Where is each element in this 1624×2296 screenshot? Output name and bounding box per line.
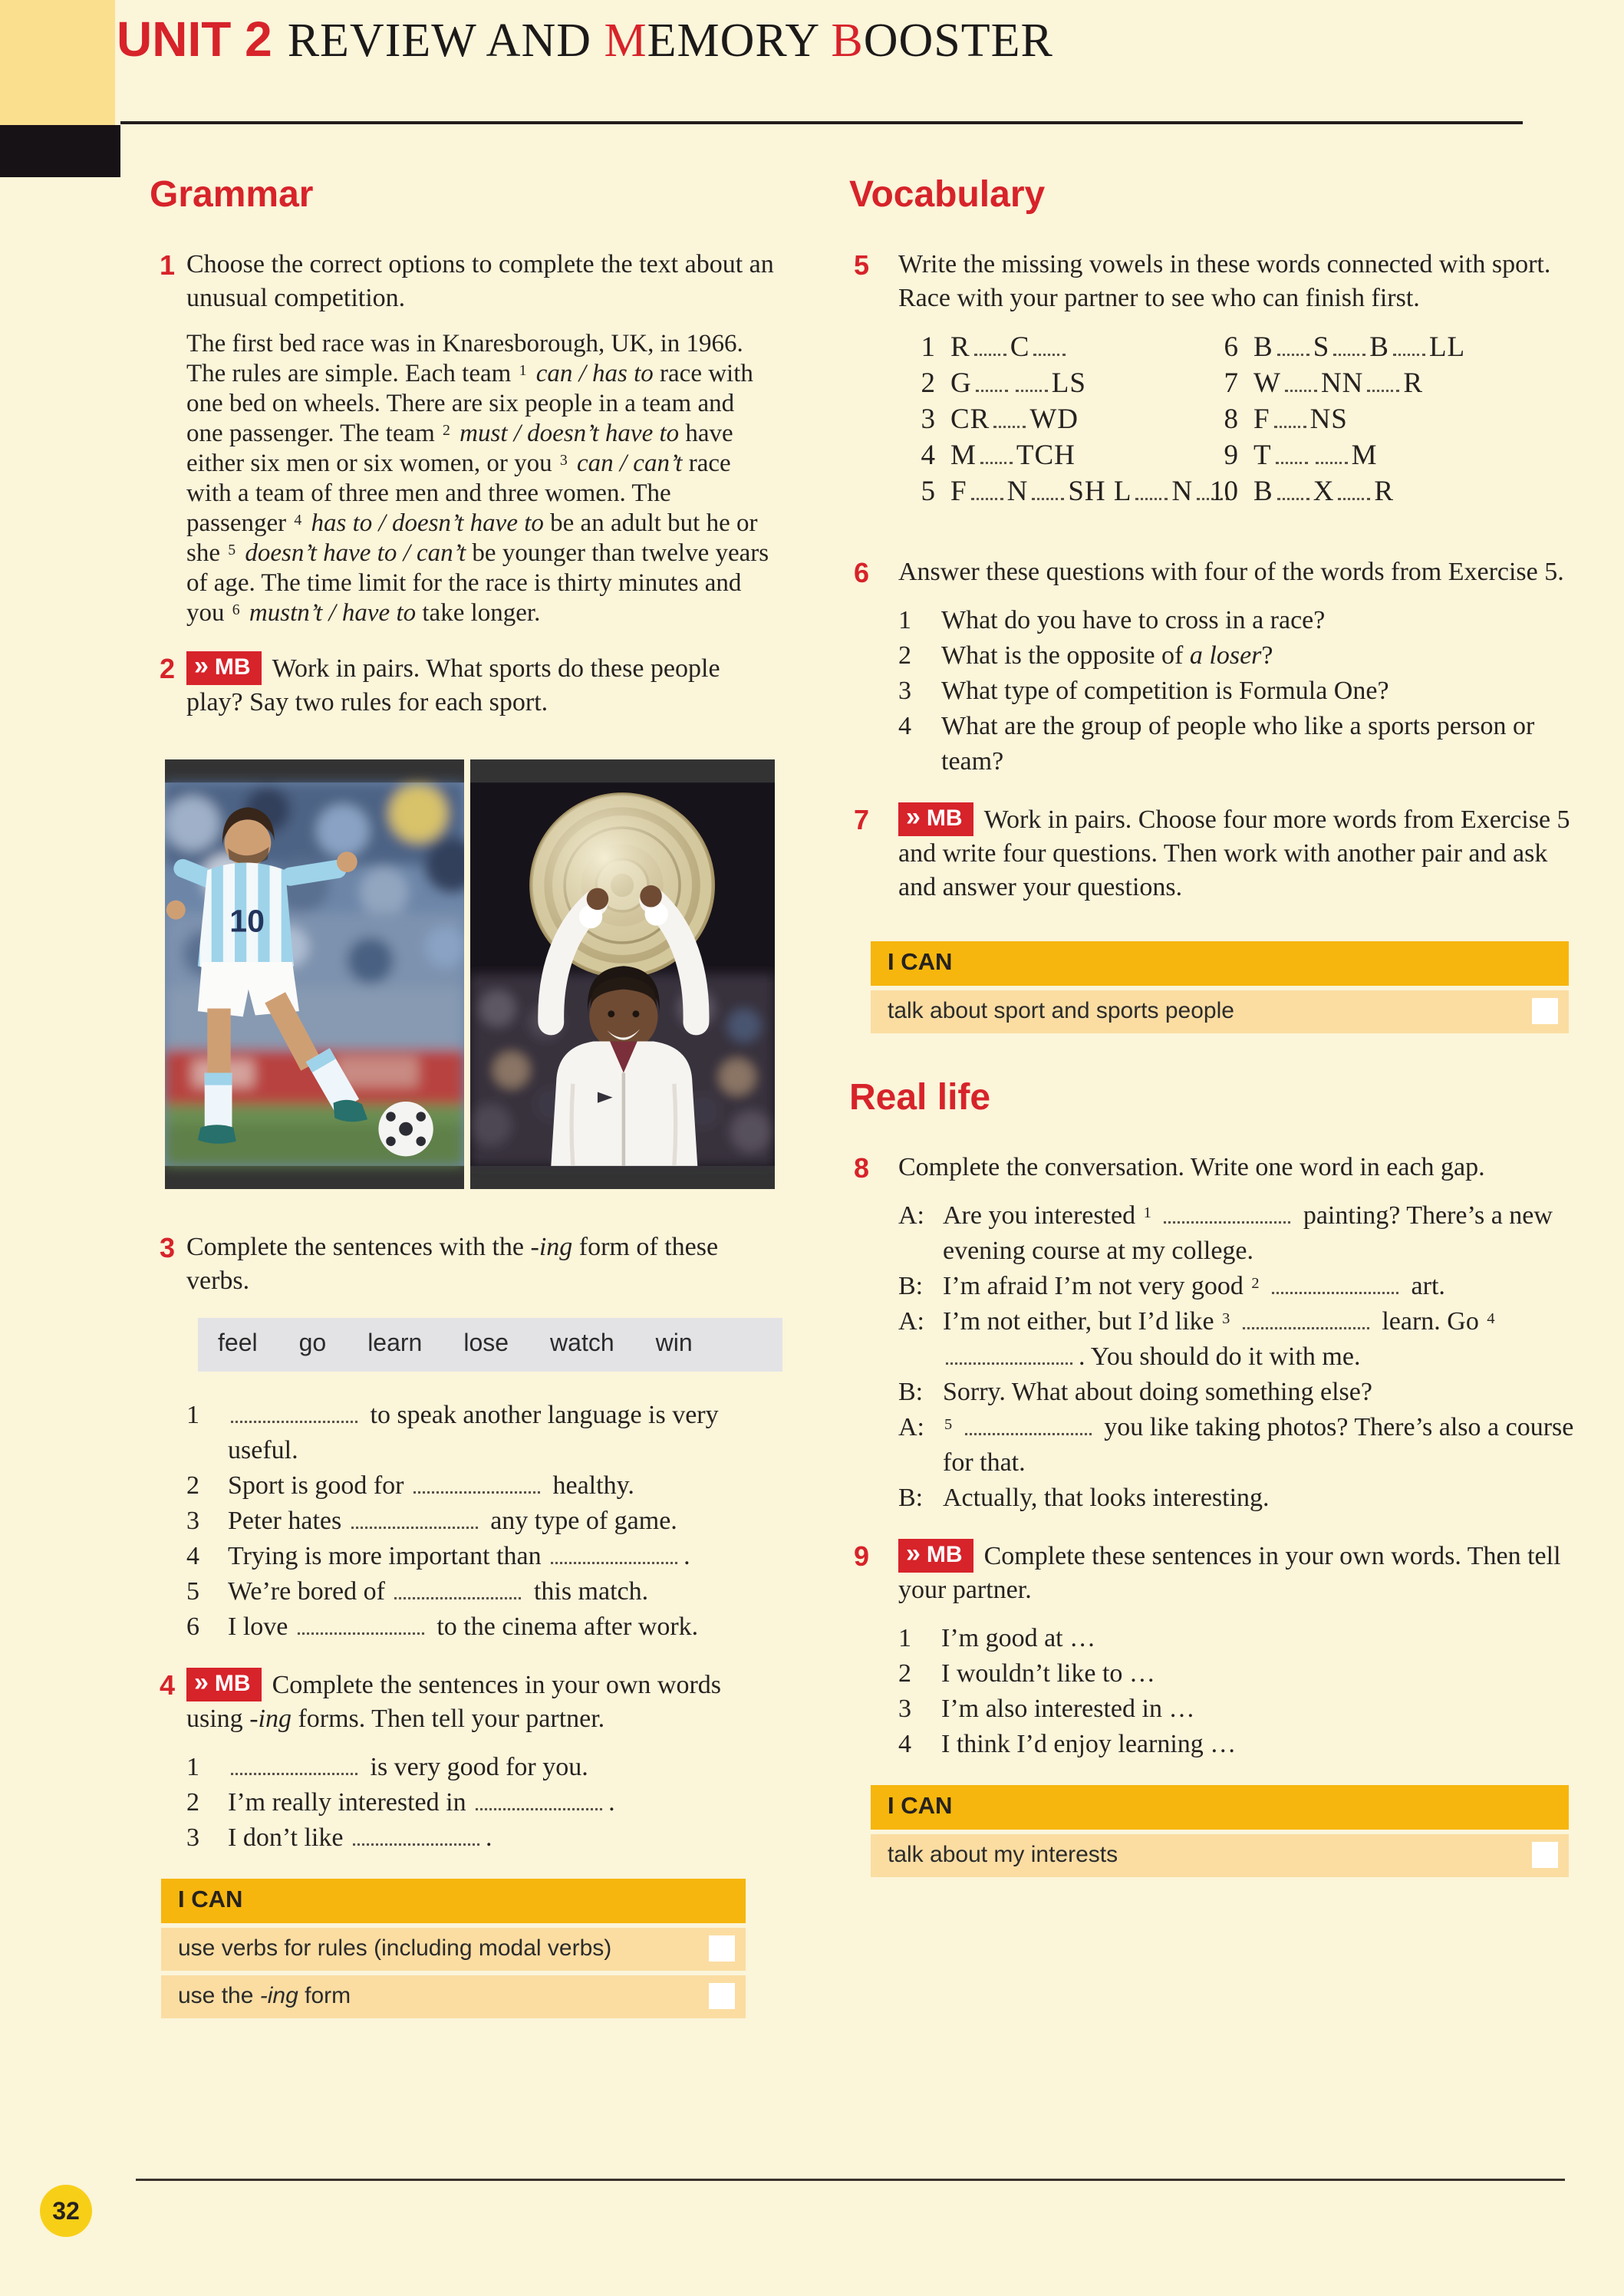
exercise-2 xyxy=(150,651,775,733)
exercise-9-items xyxy=(898,1621,1574,1762)
exercise-1 xyxy=(150,248,775,628)
memory-booster-badge: » MB xyxy=(186,651,262,685)
vocabulary-section xyxy=(849,173,1574,1877)
vowel-gap[interactable] xyxy=(980,442,1013,464)
vowel-gap[interactable] xyxy=(1274,406,1306,428)
list-item: 3 I don’t like . xyxy=(186,1820,775,1856)
answer-blank[interactable] xyxy=(353,1820,479,1846)
list-item: 2 Sport is good for healthy. xyxy=(186,1468,782,1504)
vowel-word-row: 10 B X R xyxy=(1210,476,1395,507)
grammar-section xyxy=(150,173,775,2018)
ican-checkbox[interactable] xyxy=(1532,998,1558,1024)
answer-blank[interactable] xyxy=(1272,1269,1398,1294)
vowel-gap[interactable] xyxy=(974,334,1006,356)
exercise-7 xyxy=(849,802,1574,918)
ican-box-grammar xyxy=(161,1879,746,2018)
double-chevron-icon xyxy=(906,1539,921,1568)
vowel-word-row: 1 R C xyxy=(898,329,1201,365)
exercise-9-instruction: » MB Complete these sentences in your own words. Then tell your partner. xyxy=(898,1539,1574,1607)
list-item: 2 What is the opposite of a loser? xyxy=(898,641,1273,670)
memory-booster-badge: » MB xyxy=(898,802,973,836)
exercise-5-number: 5 xyxy=(854,249,870,281)
exercise-8-instruction: Complete the conversation. Write one word in each gap. xyxy=(898,1153,1485,1181)
list-item: 3 What type of competition is Formula One? xyxy=(898,677,1389,705)
exercise-7-number: 7 xyxy=(854,804,870,835)
vowel-word-row: 2 G LS xyxy=(921,367,1086,399)
vowel-gap[interactable] xyxy=(1016,370,1048,392)
title-rule xyxy=(120,121,1523,124)
memory-booster-badge: » MB xyxy=(898,1539,973,1573)
ican-header: I CAN xyxy=(161,1879,746,1923)
dialog-line: A: $^5$ you like taking photos? There’s also a course for that. xyxy=(898,1410,1574,1481)
exercise-3-number: 3 xyxy=(160,1232,176,1263)
word-box-item: lose xyxy=(463,1329,509,1356)
footer-rule xyxy=(136,2179,1565,2181)
word-box xyxy=(198,1318,782,1372)
vowel-word-row: 5 F N SH L N xyxy=(898,473,1201,509)
exercise-6-items xyxy=(898,603,1574,779)
ican-checkbox[interactable] xyxy=(1532,1842,1558,1868)
list-item: 3 Peter hates any type of game. xyxy=(186,1504,782,1539)
vowel-gap[interactable] xyxy=(1333,334,1365,356)
exercise-2-instruction: » MB Work in pairs. What sports do these people play? Say two rules for each sport. xyxy=(186,651,775,720)
corner-tab-black xyxy=(0,125,120,177)
vowel-gap[interactable] xyxy=(1032,478,1064,500)
exercise-1-text: The first bed race was in Knaresborough, UK, in 1966. The rules are simple. Each team $^1$ can / has to race with one bed on wheels. There are six people in a team and one passenger. The team $^2$ must / doesn’t have to have either six men or six women, or you $^3$ can / can’t race with a team of three men and three women. The passenger $^4$ has to / doesn’t have to be an adult but he or she $^5$ doesn’t have to / can’t be younger than twelve years of age. The time limit for the race is thirty minutes and you $^6$ mustn’t / have to take longer. xyxy=(186,330,769,627)
list-item: 1 to speak another language is very useful. xyxy=(186,1398,782,1468)
answer-blank[interactable] xyxy=(1164,1198,1290,1224)
dialog-line: B: Actually, that looks interesting. xyxy=(898,1484,1270,1512)
exercise-4-instruction: » MB Complete the sentences in your own words using -ing forms. Then tell your partner. xyxy=(186,1668,775,1736)
vowel-word-row: 6 B S B LL xyxy=(1224,331,1466,363)
vowel-gap[interactable] xyxy=(1285,370,1317,392)
svg-text:10: 10 xyxy=(229,903,265,939)
vowel-gap[interactable] xyxy=(1277,478,1309,500)
word-box-item: win xyxy=(655,1329,693,1356)
memory-booster-badge: » MB xyxy=(186,1668,262,1701)
vowel-word-row: 9 T M xyxy=(1224,440,1378,471)
exercise-4-number: 4 xyxy=(160,1669,176,1701)
answer-blank[interactable] xyxy=(394,1574,521,1599)
exercise-6-instruction: Answer these questions with four of the words from Exercise 5. xyxy=(898,558,1564,586)
double-chevron-icon xyxy=(906,802,921,832)
double-chevron-icon xyxy=(194,1668,209,1697)
ican-header: I CAN xyxy=(871,941,1569,986)
exercise-4-items xyxy=(186,1750,775,1856)
vowel-gap[interactable] xyxy=(1367,370,1399,392)
footballer-illustration xyxy=(165,759,464,1189)
list-item: 2 I’m really interested in . xyxy=(186,1785,775,1820)
list-item: 3 I’m also interested in … xyxy=(898,1695,1195,1723)
exercise-5 xyxy=(849,248,1574,532)
list-item: 1 is very good for you. xyxy=(186,1750,775,1785)
exercise-6 xyxy=(849,555,1574,779)
vowel-gap[interactable] xyxy=(971,478,1003,500)
ican-box-vocabulary xyxy=(871,941,1569,1033)
answer-blank[interactable] xyxy=(965,1410,1092,1435)
vowel-gap[interactable] xyxy=(1276,442,1308,464)
ican-row: talk about my interests xyxy=(871,1834,1569,1877)
exercise-1-number: 1 xyxy=(160,249,176,281)
word-box-item: learn xyxy=(367,1329,423,1356)
answer-blank[interactable] xyxy=(231,1398,357,1423)
ican-header: I CAN xyxy=(871,1785,1569,1830)
page-number-badge: 32 xyxy=(40,2185,92,2237)
answer-blank[interactable] xyxy=(551,1539,677,1564)
list-item: 4 I think I’d enjoy learning … xyxy=(898,1730,1237,1758)
answer-blank[interactable] xyxy=(231,1750,357,1775)
answer-blank[interactable] xyxy=(946,1339,1072,1365)
photo-footballer xyxy=(165,759,464,1189)
dialog-line: B: I’m afraid I’m not very good $^2$ art. xyxy=(898,1269,1574,1304)
vowel-word-column xyxy=(1201,329,1465,509)
white-jacket xyxy=(551,1041,697,1165)
unit-label: UNIT 2 xyxy=(117,12,272,67)
ican-row: use the -ing form xyxy=(161,1975,746,2018)
vowel-gap[interactable] xyxy=(1135,478,1168,500)
dialog-line: A: Are you interested $^1$ painting? There’s a new evening course at my college. xyxy=(898,1198,1574,1269)
word-box-item: feel xyxy=(218,1329,258,1356)
exercise-8-number: 8 xyxy=(854,1152,870,1184)
word-box-item: go xyxy=(298,1329,327,1356)
ican-row: use verbs for rules (including modal verbs) xyxy=(161,1928,746,1971)
vocabulary-heading: Vocabulary xyxy=(849,174,1046,215)
vowel-word-row: 8 F NS xyxy=(1224,404,1348,435)
list-item: 1 What do you have to cross in a race? xyxy=(898,606,1326,634)
exercise-3-instruction: Complete the sentences with the -ing form of these verbs. xyxy=(186,1233,719,1295)
exercise-2-photos xyxy=(165,759,775,1189)
page-title: UNIT 2 REVIEW AND MEMORY BOOSTER xyxy=(117,12,1053,67)
word-box-item: watch xyxy=(550,1329,614,1356)
exercise-2-number: 2 xyxy=(160,653,176,684)
vowel-word-row: 7 W NN R xyxy=(1224,367,1424,399)
list-item: 5 We’re bored of this match. xyxy=(186,1574,782,1609)
answer-blank[interactable] xyxy=(476,1785,602,1810)
ican-checkbox[interactable] xyxy=(709,1983,735,2009)
vowel-word-row: 3 CR WD xyxy=(921,404,1079,435)
exercise-1-instruction: Choose the correct options to complete the text about an unusual competition. xyxy=(186,250,774,312)
list-item: 2 I wouldn’t like to … xyxy=(898,1659,1155,1688)
exercise-7-instruction: » MB Work in pairs. Choose four more words from Exercise 5 and write four questions. Then work with another pair and ask and answer your questions. xyxy=(898,802,1574,904)
exercise-9 xyxy=(849,1539,1574,1762)
exercise-5-instruction: Write the missing vowels in these words connected with sport. Race with your partner to see who can finish first. xyxy=(898,250,1551,312)
list-item: 6 I love to the cinema after work. xyxy=(186,1609,782,1645)
answer-blank[interactable] xyxy=(1243,1304,1369,1329)
ican-row: talk about sport and sports people xyxy=(871,990,1569,1033)
vowel-gap[interactable] xyxy=(1316,442,1348,464)
tennis-champion-illustration xyxy=(470,759,775,1189)
vowel-word-list xyxy=(898,329,1574,509)
answer-blank[interactable] xyxy=(351,1504,478,1529)
list-item: 4 Trying is more important than . xyxy=(186,1539,782,1574)
real-life-heading: Real life xyxy=(849,1077,991,1118)
answer-blank[interactable] xyxy=(413,1468,540,1494)
vowel-gap[interactable] xyxy=(1033,334,1066,356)
vowel-gap[interactable] xyxy=(993,406,1026,428)
vowel-word-row: 4 M TCH xyxy=(921,440,1076,471)
exercise-3 xyxy=(150,1230,775,1645)
ican-box-real-life xyxy=(871,1785,1569,1877)
corner-tab-yellow xyxy=(0,0,115,125)
exercise-3-items xyxy=(186,1398,782,1645)
double-chevron-icon xyxy=(194,651,209,680)
vowel-gap[interactable] xyxy=(1393,334,1425,356)
answer-blank[interactable] xyxy=(298,1609,424,1635)
conversation xyxy=(898,1198,1574,1516)
vowel-gap[interactable] xyxy=(976,370,1008,392)
ican-checkbox[interactable] xyxy=(709,1935,735,1962)
exercise-6-number: 6 xyxy=(854,557,870,588)
vowel-gap[interactable] xyxy=(1277,334,1309,356)
photo-tennis-champion xyxy=(470,759,775,1189)
dialog-line: A: I’m not either, but I’d like $^3$ learn. Go $^4$ . You should do it with me. xyxy=(898,1304,1574,1375)
exercise-4 xyxy=(150,1668,775,1856)
exercise-8 xyxy=(849,1151,1574,1516)
vowel-gap[interactable] xyxy=(1338,478,1370,500)
exercise-9-number: 9 xyxy=(854,1540,870,1572)
champion-head xyxy=(588,966,660,1051)
list-item: 1 I’m good at … xyxy=(898,1624,1096,1652)
dialog-line: B: Sorry. What about doing something else? xyxy=(898,1378,1372,1406)
grammar-heading: Grammar xyxy=(150,174,314,215)
list-item: 4 What are the group of people who like a sports person or team? xyxy=(898,712,1535,776)
vowel-word-column xyxy=(898,329,1201,509)
